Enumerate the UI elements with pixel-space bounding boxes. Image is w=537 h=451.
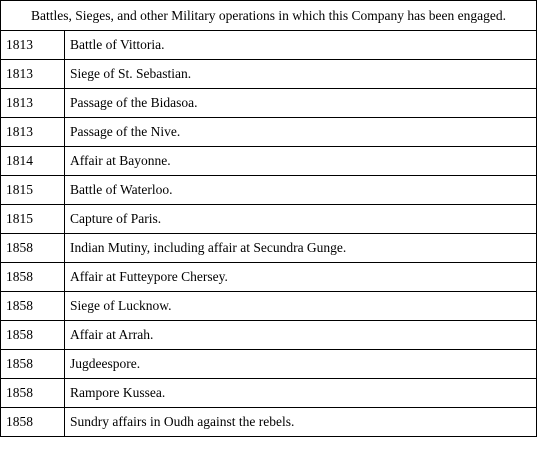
year-cell: 1813 [1,89,65,118]
table-row [1,234,537,263]
year-cell: 1815 [1,205,65,234]
table-row [1,118,537,147]
event-cell: Indian Mutiny, including affair at Secundra Gunge. [65,234,537,263]
event-cell: Passage of the Nive. [65,118,537,147]
event-cell: Rampore Kussea. [65,379,537,408]
table-row [1,350,537,379]
table-body [1,1,537,437]
table-row [1,147,537,176]
year-cell: 1815 [1,176,65,205]
table-row [1,205,537,234]
table-row [1,263,537,292]
table-row [1,292,537,321]
event-cell: Battle of Waterloo. [65,176,537,205]
table-row [1,408,537,437]
year-cell: 1814 [1,147,65,176]
event-cell: Affair at Futteypore Chersey. [65,263,537,292]
event-cell: Siege of Lucknow. [65,292,537,321]
year-cell: 1858 [1,263,65,292]
event-cell: Capture of Paris. [65,205,537,234]
table-row [1,31,537,60]
event-cell: Affair at Bayonne. [65,147,537,176]
year-cell: 1858 [1,234,65,263]
event-cell: Affair at Arrah. [65,321,537,350]
table-row [1,321,537,350]
event-cell: Siege of St. Sebastian. [65,60,537,89]
table-row [1,60,537,89]
event-cell: Passage of the Bidasoa. [65,89,537,118]
year-cell: 1858 [1,321,65,350]
year-cell: 1813 [1,118,65,147]
year-cell: 1813 [1,60,65,89]
table-row [1,379,537,408]
event-cell: Battle of Vittoria. [65,31,537,60]
year-cell: 1813 [1,31,65,60]
year-cell: 1858 [1,292,65,321]
table-caption: Battles, Sieges, and other Military operations in which this Company has been engaged. [1,1,537,31]
event-cell: Sundry affairs in Oudh against the rebels. [65,408,537,437]
year-cell: 1858 [1,350,65,379]
table-header-row [1,1,537,31]
year-cell: 1858 [1,379,65,408]
table-row [1,176,537,205]
table-row [1,89,537,118]
year-cell: 1858 [1,408,65,437]
event-cell: Jugdeespore. [65,350,537,379]
